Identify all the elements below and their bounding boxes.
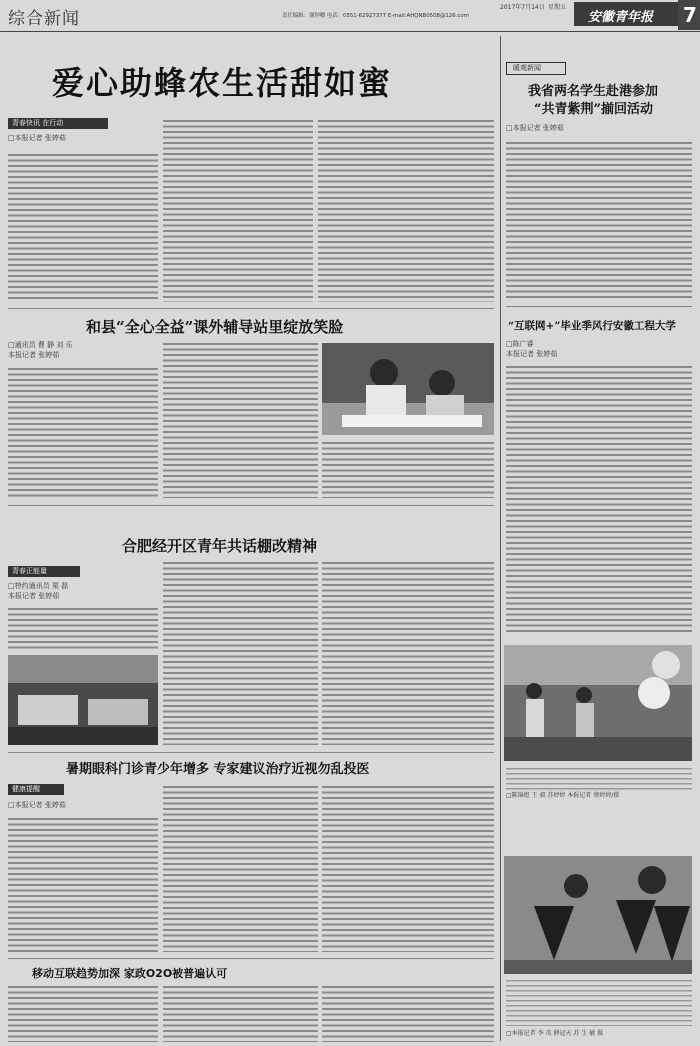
right3-photo bbox=[504, 645, 692, 761]
article3-text-col3 bbox=[322, 560, 494, 745]
page-number: 7 bbox=[678, 0, 700, 30]
right1-text bbox=[506, 140, 692, 300]
right1-headline-line2: “共青紫荆”揃回活动 bbox=[534, 102, 653, 117]
right2-headline: “互联网+”毕业季风行安徽工程大学 bbox=[508, 320, 676, 332]
article4-text-col3 bbox=[322, 784, 494, 952]
article3-photo bbox=[8, 655, 158, 745]
page-header bbox=[0, 0, 700, 30]
children-studying-image bbox=[322, 343, 494, 435]
right1-byline: □本报记者 张婷茹 bbox=[506, 124, 564, 132]
section-rule bbox=[8, 505, 494, 506]
article2-headline: 和县“全心全益”课外辅导站里绽放笑脸 bbox=[86, 318, 344, 336]
right4-photo bbox=[504, 856, 692, 974]
right1-tag: 暖观新闻 bbox=[506, 62, 566, 75]
right2-byline-2: 本报记者 张婷茹 bbox=[506, 350, 558, 358]
article2-byline-2: 本报记者 张婷茹 bbox=[8, 351, 60, 359]
header-rule bbox=[0, 31, 700, 32]
article5-text-col3 bbox=[322, 984, 494, 1042]
right2-byline-1: □陈广睿 bbox=[506, 340, 534, 348]
article5-headline: 移动互联趋势加深 家政O2O被普遍认可 bbox=[32, 967, 228, 980]
section-rule bbox=[8, 752, 494, 753]
article3-text-col2 bbox=[163, 560, 318, 745]
lead-byline: □本报记者 张婷茹 bbox=[8, 134, 66, 142]
lead-text-col3 bbox=[318, 118, 494, 302]
right3-caption bbox=[506, 766, 692, 790]
article4-text-col2 bbox=[163, 784, 318, 952]
right2-text bbox=[506, 364, 692, 632]
article3-byline-1: □特约通讯员 栗 磊 bbox=[8, 582, 69, 590]
article3-tag: 青春正能量 bbox=[8, 566, 80, 577]
article2-photo bbox=[322, 343, 494, 435]
right1-headline-line1: 我省两名学生赴港参加 bbox=[528, 84, 659, 99]
lead-tag: 青春快讯 在行动 bbox=[8, 118, 108, 129]
masthead-paper-name: 安徽青年报 bbox=[574, 2, 678, 26]
article4-headline: 暑期眼科门诊青少年增多 专家建议治疗近视勿乱投医 bbox=[66, 762, 370, 777]
lead-text-col1 bbox=[8, 152, 158, 302]
article2-text-col1 bbox=[8, 366, 158, 498]
right4-byline: □本报记者 李 英 薛冠天 苏 生 敏 摄 bbox=[506, 1030, 604, 1037]
right3-byline: □陈锦煜 王 毅 苏婷婷 本报记者 蔡婷婷/摄 bbox=[506, 792, 620, 799]
article3-headline: 合肥经开区青年共话棚改精神 bbox=[122, 537, 318, 555]
article2-text-col3 bbox=[322, 440, 494, 498]
header-info: 责任编辑：谢钟卿 电话：0551-62927377 E-mail:AHQNB0508@126.com bbox=[282, 13, 469, 19]
article3-byline-2: 本报记者 张婷茹 bbox=[8, 592, 60, 600]
header-day: 星期五 bbox=[548, 4, 567, 11]
section-title: 综合新闻 bbox=[8, 9, 80, 29]
graduates-pennant-image bbox=[504, 856, 692, 974]
article4-text-col1 bbox=[8, 816, 158, 952]
column-divider bbox=[500, 36, 501, 1041]
article5-text-col2 bbox=[163, 984, 318, 1042]
section-rule bbox=[8, 958, 494, 959]
right4-caption bbox=[506, 978, 692, 1026]
article4-byline: □本报记者 张婷茹 bbox=[8, 801, 66, 809]
volunteers-event-image bbox=[504, 645, 692, 761]
lead-text-col2 bbox=[163, 118, 313, 302]
article4-tag: 健康提醒 bbox=[8, 784, 64, 795]
article2-text-col2 bbox=[163, 341, 318, 498]
article3-text-col1 bbox=[8, 606, 158, 650]
section-rule bbox=[8, 308, 494, 309]
article5-text-col1 bbox=[8, 984, 158, 1042]
section-rule bbox=[506, 306, 692, 307]
lead-headline: 爱心助蜂农生活甜如蜜 bbox=[52, 64, 393, 102]
meeting-room-image bbox=[8, 655, 158, 745]
header-date: 2017年7月14日 bbox=[500, 4, 545, 11]
article2-byline-1: □通讯员 曹 静 刘 乐 bbox=[8, 341, 73, 349]
